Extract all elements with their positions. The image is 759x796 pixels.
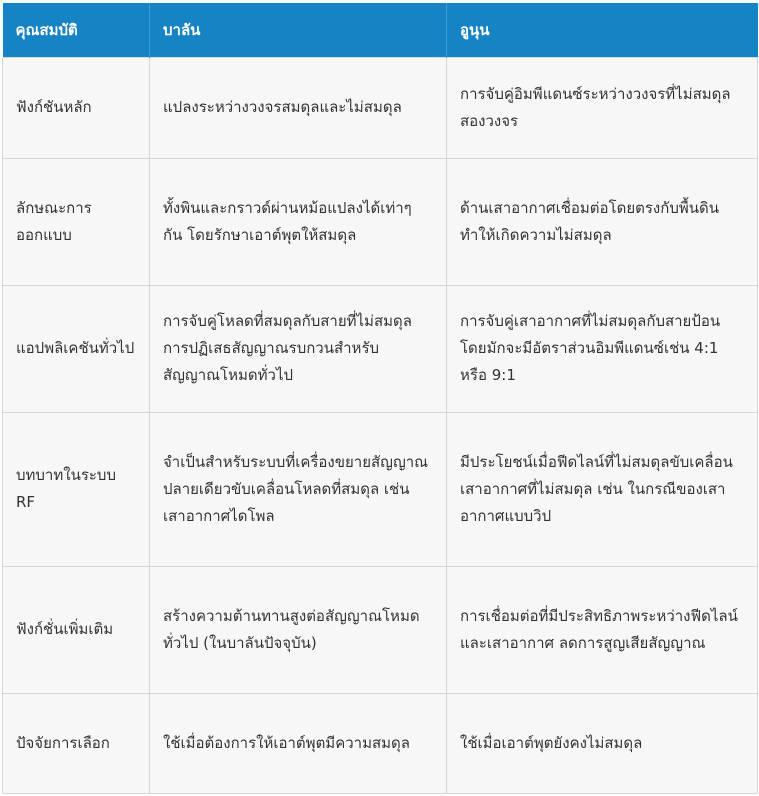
header-balun: บาลัน (150, 3, 447, 57)
table-row (3, 57, 758, 158)
table-row (3, 693, 758, 793)
unun-cell: การเชื่อมต่อที่มีประสิทธิภาพระหว่างฟีดไลน์และเสาอากาศ ลดการสูญเสียสัญญาณ (447, 566, 758, 693)
table-row (3, 566, 758, 693)
balun-cell: แปลงระหว่างวงจรสมดุลและไม่สมดุล (150, 57, 447, 158)
feature-cell: ฟังก์ชั่นเพิ่มเติม (3, 566, 150, 693)
balun-cell: สร้างความต้านทานสูงต่อสัญญาณโหมดทั่วไป (ในบาลันปัจจุบัน) (150, 566, 447, 693)
table-row (3, 412, 758, 566)
unun-cell: มีประโยชน์เมื่อฟีดไลน์ที่ไม่สมดุลขับเคลื่อนเสาอากาศที่ไม่สมดุล เช่น ในกรณีของเสาอากาศแบบวิป (447, 412, 758, 566)
feature-cell: ลักษณะการออกแบบ (3, 158, 150, 285)
feature-cell: ปัจจัยการเลือก (3, 693, 150, 793)
table-row (3, 285, 758, 412)
unun-cell: การจับคู่อิมพีแดนซ์ระหว่างวงจรที่ไม่สมดุลสองวงจร (447, 57, 758, 158)
balun-cell: จำเป็นสำหรับระบบที่เครื่องขยายสัญญาณปลายเดียวขับเคลื่อนโหลดที่สมดุล เช่น เสาอากาศไดโพล (150, 412, 447, 566)
balun-cell: การจับคู่โหลดที่สมดุลกับสายที่ไม่สมดุล การปฏิเสธสัญญาณรบกวนสำหรับสัญญาณโหมดทั่วไป (150, 285, 447, 412)
table-row (3, 158, 758, 285)
balun-cell: ใช้เมื่อต้องการให้เอาต์พุตมีความสมดุล (150, 693, 447, 793)
header-unun: อูนุน (447, 3, 758, 57)
unun-cell: ใช้เมื่อเอาต์พุตยังคงไม่สมดุล (447, 693, 758, 793)
unun-cell: ด้านเสาอากาศเชื่อมต่อโดยตรงกับพื้นดิน ทำให้เกิดความไม่สมดุล (447, 158, 758, 285)
balun-cell: ทั้งพินและกราวด์ผ่านหม้อแปลงได้เท่าๆ กัน โดยรักษาเอาต์พุตให้สมดุล (150, 158, 447, 285)
table-header-row (3, 3, 758, 57)
unun-cell: การจับคู่เสาอากาศที่ไม่สมดุลกับสายป้อน โดยมักจะมีอัตราส่วนอิมพีแดนซ์เช่น 4:1 หรือ 9:1 (447, 285, 758, 412)
comparison-table (2, 3, 758, 794)
header-feature: คุณสมบัติ (3, 3, 150, 57)
feature-cell: บทบาทในระบบ RF (3, 412, 150, 566)
feature-cell: ฟังก์ชันหลัก (3, 57, 150, 158)
feature-cell: แอปพลิเคชันทั่วไป (3, 285, 150, 412)
